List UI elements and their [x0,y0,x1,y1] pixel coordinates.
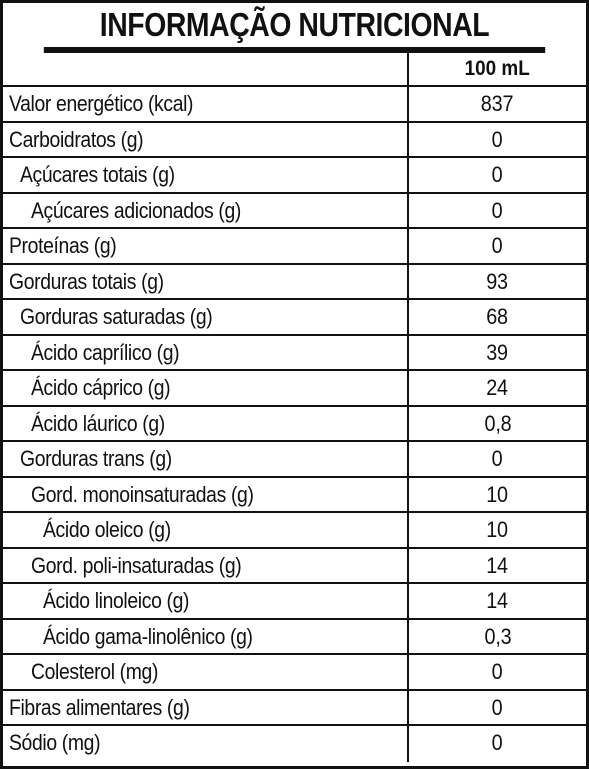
row-value-total-sugars [409,158,586,194]
row-label-text: Gorduras totais (g) [9,268,164,294]
row-value-text: 10 [486,517,509,542]
row-value-added-sugars [409,194,586,230]
row-label-text: Gord. poli-insaturadas (g) [31,552,242,578]
row-value-text: 14 [486,588,509,613]
row-label-oleic-acid [3,513,409,549]
row-value-polyunsaturated-fat [409,549,586,585]
row-label-text: Ácido caprílico (g) [31,339,180,365]
row-label-energy [3,87,409,123]
row-label-text: Ácido gama-linolênico (g) [43,623,253,649]
row-label-caprylic-acid [3,336,409,372]
row-value-text: 0 [492,233,503,258]
row-label-text: Gord. monoinsaturadas (g) [31,481,254,507]
row-label-text: Proteínas (g) [9,233,117,258]
row-label-text: Açúcares totais (g) [20,162,175,187]
row-value-text: 39 [486,339,509,365]
row-label-added-sugars [3,194,409,230]
row-label-linoleic-acid [3,584,409,620]
row-value-text: 24 [486,375,509,400]
row-label-monounsaturated-fat [3,478,409,514]
row-label-total-fat [3,265,409,301]
row-label-text: Ácido cáprico (g) [31,375,171,400]
row-value-lauric-acid [409,407,586,443]
row-value-text: 68 [486,304,509,329]
row-value-sodium [409,726,586,762]
row-label-saturated-fat [3,300,409,336]
label-title: INFORMAÇÃO NUTRICIONAL [44,3,545,53]
row-label-text: Colesterol (mg) [31,659,159,684]
row-value-trans-fat [409,442,586,478]
row-label-text: Carboidratos (g) [9,126,144,152]
row-label-lauric-acid [3,407,409,443]
header-blank-cell [3,53,409,87]
row-value-text: 0 [492,162,503,187]
row-label-text: Gorduras saturadas (g) [20,304,213,329]
row-value-gamma-linolenic-acid [409,620,586,656]
row-value-text: 0 [492,694,503,720]
row-value-caprylic-acid [409,336,586,372]
row-value-text: 93 [486,268,509,294]
column-header-100ml [409,53,586,87]
row-value-capric-acid [409,371,586,407]
row-label-text: Ácido láurico (g) [31,410,165,436]
row-label-carbohydrates [3,123,409,159]
row-value-oleic-acid [409,513,586,549]
row-label-text: Fibras alimentares (g) [9,694,190,720]
row-value-text: 0 [492,446,503,471]
row-label-text: Ácido linoleico (g) [43,588,190,613]
row-label-text: Gorduras trans (g) [20,446,172,471]
row-value-proteins [409,229,586,265]
row-value-text: 0 [492,197,503,223]
row-value-text: 0 [492,659,503,684]
row-value-energy [409,87,586,123]
row-value-saturated-fat [409,300,586,336]
row-value-total-fat [409,265,586,301]
row-label-polyunsaturated-fat [3,549,409,585]
row-value-dietary-fiber [409,691,586,727]
row-value-text: 0,3 [483,623,511,649]
row-value-cholesterol [409,655,586,691]
row-value-text: 10 [486,481,509,507]
row-label-proteins [3,229,409,265]
row-label-dietary-fiber [3,691,409,727]
nutrition-table [3,53,586,762]
row-value-text: 0 [492,730,503,755]
row-value-monounsaturated-fat [409,478,586,514]
row-value-carbohydrates [409,123,586,159]
row-value-text: 0 [492,126,503,152]
row-label-text: Açúcares adicionados (g) [31,197,242,223]
row-label-sodium [3,726,409,762]
row-label-capric-acid [3,371,409,407]
row-value-text: 14 [486,552,509,578]
row-label-text: Valor energético (kcal) [9,91,194,116]
row-value-linoleic-acid [409,584,586,620]
column-header-text: 100 mL [464,57,531,80]
row-label-total-sugars [3,158,409,194]
row-value-text: 837 [481,91,514,116]
row-label-trans-fat [3,442,409,478]
row-label-text: Ácido oleico (g) [43,517,171,542]
row-value-text: 0,8 [483,410,511,436]
row-label-cholesterol [3,655,409,691]
row-label-gamma-linolenic-acid [3,620,409,656]
row-label-text: Sódio (mg) [9,730,101,755]
